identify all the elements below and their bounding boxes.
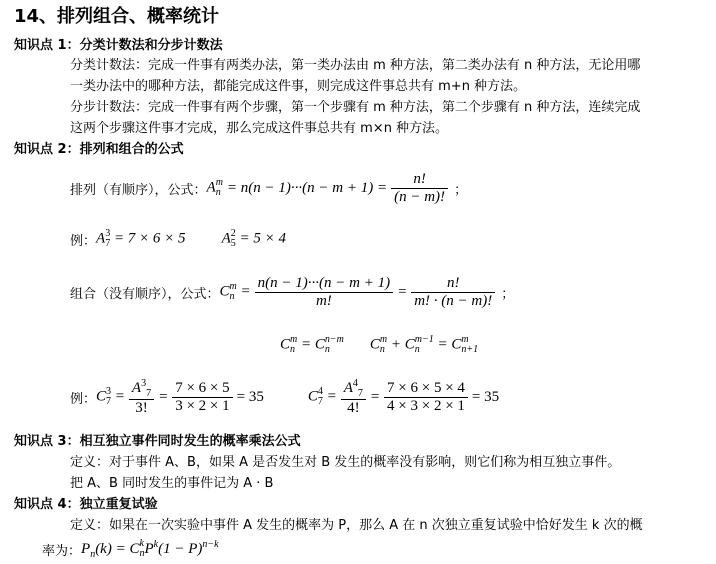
comb-identity-1: C m n = C n−m n (280, 334, 344, 355)
comb-label: 组合（没有顺序），公式： (70, 286, 220, 302)
kp3-heading: 相互独立事件同时发生的概率乘法公式 (79, 434, 301, 449)
kp2-label: 知识点 2： (14, 142, 80, 157)
perm-symbol: A m n (206, 177, 223, 198)
comb-example-2: C 4 7 = (307, 386, 337, 407)
kp1-heading: 分类计数法和分步计数法 (79, 38, 223, 53)
perm-example-1: A 3 7 = 7 × 6 × 5 (96, 228, 186, 249)
permutation-formula (70, 168, 467, 208)
page-title: 14、排列组合、概率统计 (14, 6, 220, 27)
perm-trail: ； (454, 182, 468, 198)
perm-example-label: 例： (70, 233, 97, 249)
kp4-label: 知识点 4： (14, 497, 80, 512)
binomial-formula (42, 538, 219, 560)
kp3-header (14, 430, 301, 449)
kp1-header (14, 34, 223, 53)
permutation-example (70, 228, 286, 250)
kp1-line2: 一类办法中的哪种方法，都能完成这件事，则完成这件事总共有 m+n 种方法。 (70, 79, 527, 94)
comb-identity-2: C m n + C m−1 n = C m n+1 (369, 334, 479, 355)
kp4-line2-label: 率为： (42, 543, 82, 559)
kp4-heading: 独立重复试验 (79, 497, 158, 512)
comb-symbol: C m n = (219, 281, 251, 302)
kp2-header (14, 138, 184, 157)
kp3-line1: 定义：对于事件 A、B，如果 A 是否发生对 B 发生的概率没有影响，则它们称为相互独立事件。 (70, 455, 621, 470)
combination-formula: 组合（没有顺序），公式： C m n = $\frac{n(n - 1)\cdot\cdot\cdot(n - m + 1)}{m!}$ = $\frac{n!}{m! \cdot (n - m)!}$ ； (70, 274, 515, 309)
binomial-expression: $P_n(k) = C$ k n $P^k(1 - P)^{n-k}$ (81, 538, 219, 560)
kp3-line2: 把 A、B 同时发生的事件记为 A · B (70, 476, 274, 491)
kp1-line1: 分类计数法：完成一件事有两类办法，第一类办法由 m 种方法，第二类办法有 n 种方法，无论用哪 (70, 58, 641, 73)
perm-fraction: $\frac{n!}{(n - m)!}$ (391, 171, 448, 206)
perm-product: = n(n − 1)···(n − m + 1) = (226, 179, 388, 196)
comb-trail: ； (501, 286, 515, 302)
kp3-label: 知识点 3： (14, 434, 80, 449)
comb-fraction-2: $\frac{n!}{m! \cdot (n - m)!}$ (411, 275, 495, 310)
comb-example-label: 例： (70, 391, 97, 407)
combination-identities (280, 334, 478, 356)
kp4-line1: 定义：如果在一次实验中事件 A 发生的概率为 P，那么 A 在 n 次独立重复试验中恰好发生 k 次的概 (70, 518, 643, 533)
kp1-line4: 这两个步骤这件事才完成，那么完成这件事总共有 m×n 种方法。 (70, 121, 449, 136)
combination-examples: 例： C 3 7 = $\frac{A^3_7}{3!}$ = $\frac{7 \times 6 \times 5}{3 \times 2 \times 1}$ = 35 C 4 7 = $\frac{A^4_7}{4!}$ = $\frac{7 \times 6 \times 5 \times 4}{4 \times 3 \times 2 \times 1}$ = 35 (70, 377, 500, 416)
kp1-line3: 分步计数法：完成一件事有两个步骤，第一个步骤有 m 种方法，第二个步骤有 n 种方法，连续完成 (70, 100, 641, 115)
comb-fraction-1: $\frac{n(n - 1)\cdot\cdot\cdot(n - m + 1)}{m!}$ (255, 275, 393, 310)
kp1-label: 知识点 1： (14, 38, 80, 53)
comb-example-1: C 3 7 = (96, 386, 125, 407)
perm-example-2: A 2 5 = 5 × 4 (221, 228, 286, 249)
perm-label: 排列（有顺序），公式： (70, 182, 207, 198)
kp4-header (14, 493, 158, 512)
kp2-heading: 排列和组合的公式 (79, 142, 184, 157)
